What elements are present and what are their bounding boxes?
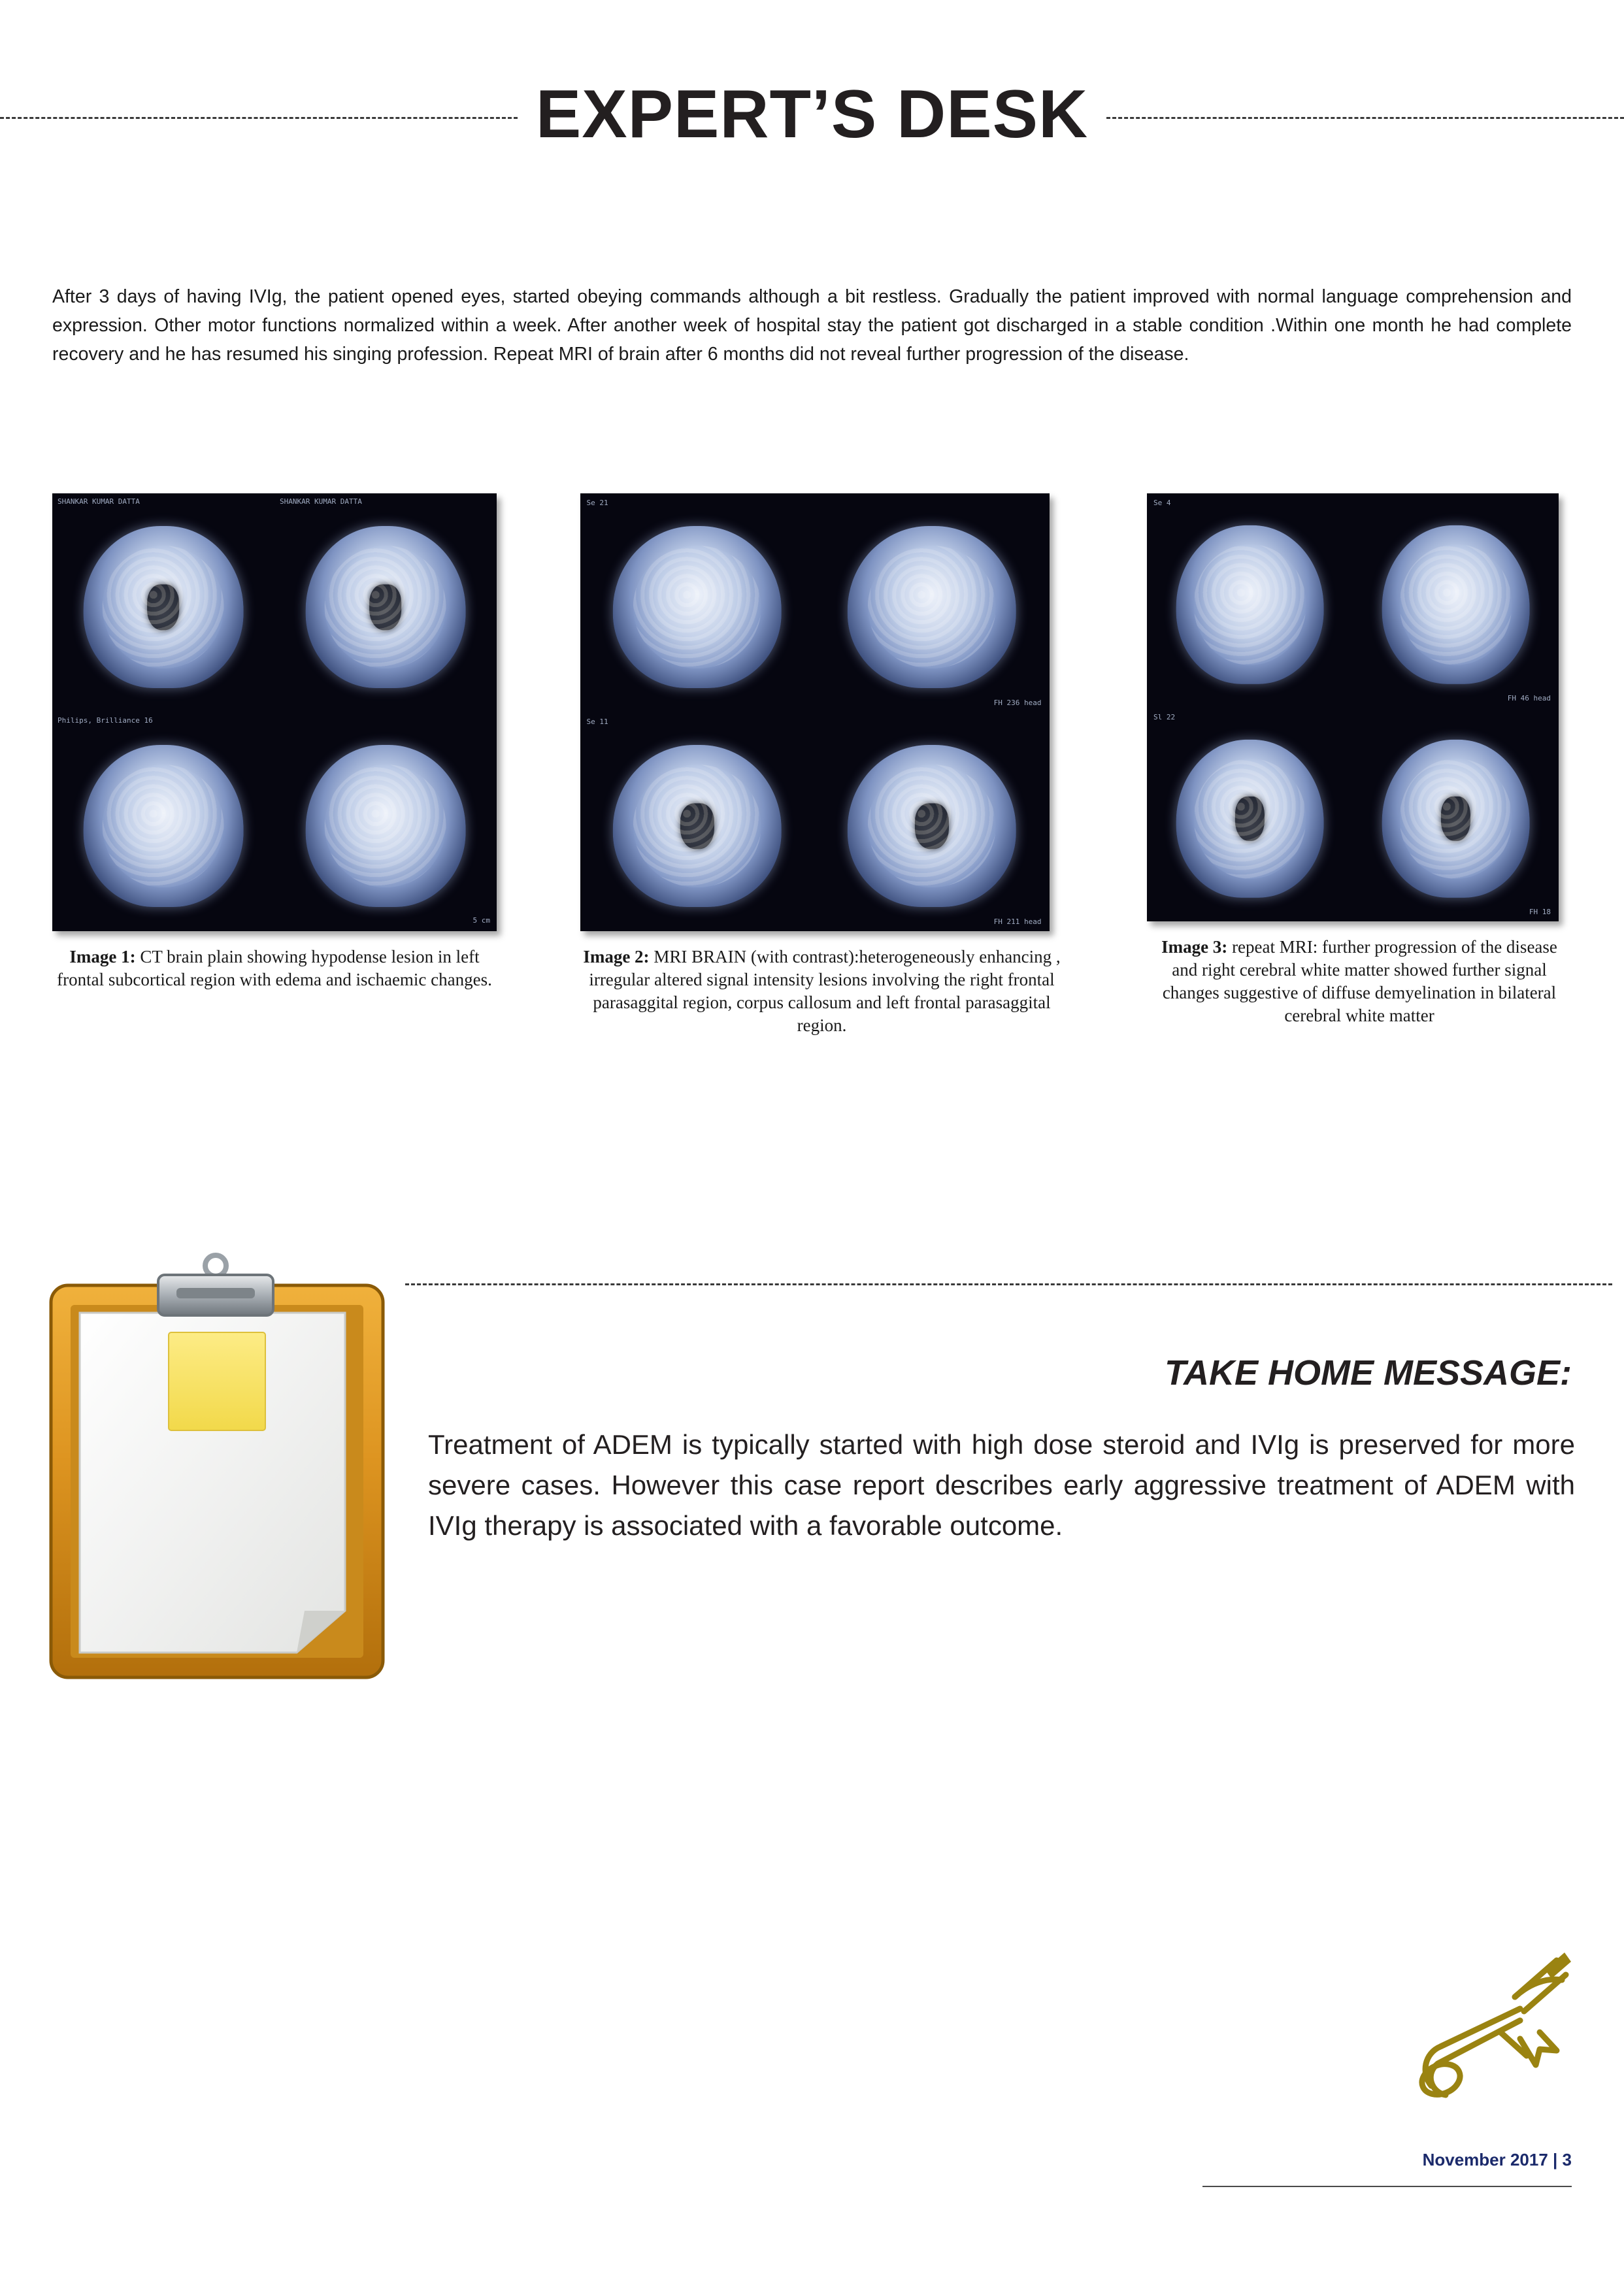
scan-overlay-text: Se 21 [586, 499, 608, 507]
scan-overlay-text: FH 211 head [993, 917, 1042, 926]
ventricle [1441, 797, 1470, 841]
figure-2-label: Image 2: [583, 947, 650, 966]
scroll-logo-icon [1405, 1934, 1575, 2124]
brain-slice [306, 745, 466, 907]
brain-slice [1176, 740, 1324, 898]
figure-2 [580, 493, 1064, 1037]
brain-slice [613, 745, 782, 907]
figure-2-caption [580, 946, 1064, 1037]
figure-3-label: Image 3: [1161, 937, 1228, 957]
scan-quadrant-top-right [274, 493, 497, 712]
scan-quadrant-bottom-left [52, 712, 274, 931]
mri-brain-contrast-image [580, 493, 1050, 931]
clip-slot [176, 1288, 255, 1298]
scan-quadrant-bottom-right [815, 712, 1050, 931]
brain-slice [1176, 525, 1324, 684]
figure-2-caption-text: MRI BRAIN (with contrast):heterogeneously enhancing , irregular altered signal intensity lesions involving the right frontal parasaggital region, corpus callosum and left frontal parasaggital region. [589, 947, 1061, 1035]
brain-slice [84, 526, 244, 688]
brain-slice [84, 745, 244, 907]
ventricle [148, 584, 180, 629]
scan-overlay-text: FH 18 [1529, 908, 1551, 916]
scan-overlay-text: Sl 22 [1153, 712, 1176, 721]
clipboard-illustration [41, 1245, 393, 1702]
scan-quadrant-top-right [815, 493, 1050, 712]
figure-3 [1147, 493, 1572, 1027]
scan-overlay-text: FH 236 head [993, 699, 1042, 707]
scan-quadrant-bottom-left [580, 712, 815, 931]
scan-quadrant-bottom-left [1147, 708, 1353, 922]
page-title: EXPERT’S DESK [535, 76, 1089, 152]
figure-1-caption [52, 946, 497, 991]
intro-paragraph: After 3 days of having IVIg, the patient opened eyes, started obeying commands although a bit restless. Gradually the patient improved with normal language comprehension and expression. Other motor functions normalized within a week. After another week of hospital stay the patient got discharged in a stable condition .Within one month he had complete recovery and he has resumed his singing profession. Repeat MRI of brain after 6 months did not reveal further progression of the disease. [52, 286, 1572, 365]
brain-slice [848, 526, 1016, 688]
scan-quadrant-top-left [52, 493, 274, 712]
page-header [0, 59, 1624, 170]
scan-overlay-text: FH 46 head [1507, 693, 1551, 702]
ventricle [915, 803, 949, 848]
take-home-body: Treatment of ADEM is typically started with high dose steroid and IVIg is preserved for more severe cases. However this case report describes early aggressive treatment of ADEM with IVIg therapy is associated with a favorable outcome. [428, 1429, 1575, 1541]
repeat-mri-image [1147, 493, 1559, 921]
scan-overlay-text: SHANKAR KUMAR DATTA [58, 497, 140, 506]
ventricle [1235, 797, 1265, 841]
ventricle [370, 584, 402, 629]
header-rule-left [0, 117, 518, 119]
figure-1-caption-text: CT brain plain showing hypodense lesion in left frontal subcortical region with edema and ischaemic changes. [57, 947, 492, 989]
scan-quadrant-top-right [1353, 493, 1559, 708]
scan-overlay-text: Se 11 [586, 717, 608, 726]
header-rule-right [1106, 117, 1624, 119]
take-home-divider [405, 1283, 1612, 1285]
scan-overlay-text: Se 4 [1153, 499, 1171, 507]
clipboard-ring [205, 1255, 226, 1276]
scan-quadrant-top-left [580, 493, 815, 712]
scan-quadrant-bottom-right [1353, 708, 1559, 922]
brain-slice [306, 526, 466, 688]
scan-scale-label: 5 cm [472, 916, 490, 925]
brain-slice [1382, 740, 1530, 898]
sticky-note [169, 1332, 265, 1430]
footer-rule [1202, 2186, 1572, 2187]
scan-quadrant-bottom-right [274, 712, 497, 931]
ventricle [680, 803, 714, 848]
scan-overlay-text: SHANKAR KUMAR DATTA [280, 497, 362, 506]
figure-3-caption-text: repeat MRI: further progression of the disease and right cerebral white matter showed further signal changes suggestive of diffuse demyelination in bilateral cerebral white matter [1162, 937, 1557, 1025]
scan-overlay-text: Philips, Brilliance 16 [58, 716, 153, 725]
brain-slice [848, 745, 1016, 907]
footer-page-label: November 2017 | 3 [1422, 2150, 1572, 2169]
brain-slice [1382, 525, 1530, 684]
scan-quadrant-top-left [1147, 493, 1353, 708]
ct-brain-scan-image [52, 493, 497, 931]
figure-1-label: Image 1: [69, 947, 136, 966]
figure-3-caption [1147, 936, 1572, 1027]
take-home-title: TAKE HOME MESSAGE: [1164, 1353, 1572, 1393]
figure-row [52, 493, 1572, 1037]
brain-slice [613, 526, 782, 688]
figure-1 [52, 493, 497, 991]
